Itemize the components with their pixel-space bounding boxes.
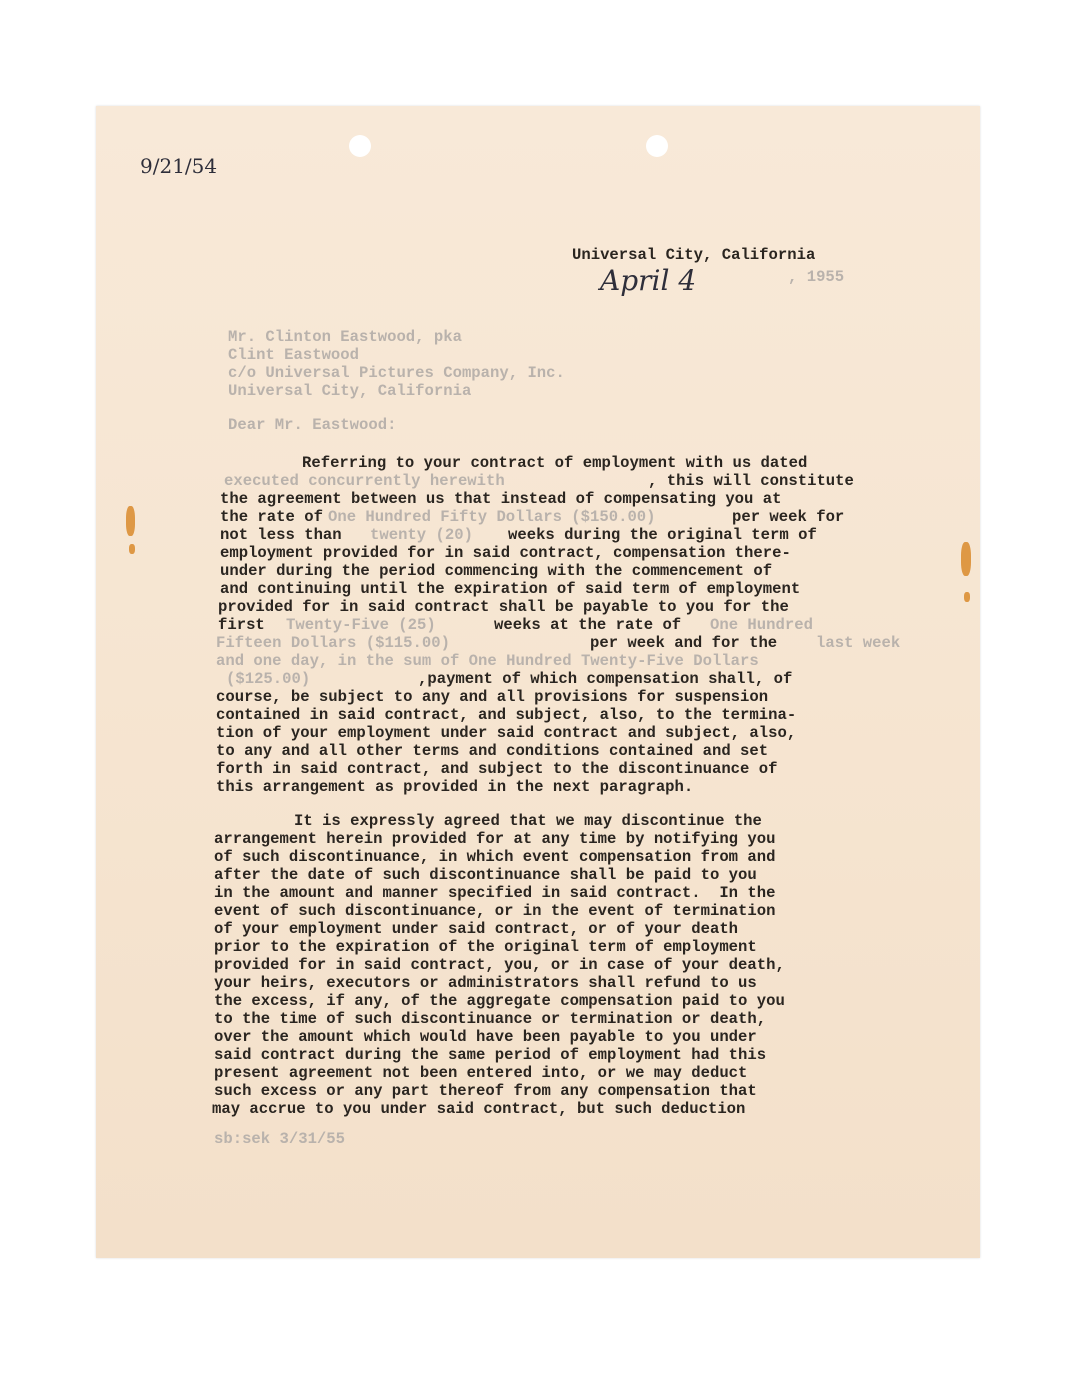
- paragraph-2-line: the excess, if any, of the aggregate compensation paid to you: [214, 992, 785, 1010]
- letter-page: [96, 106, 980, 1258]
- paragraph-1-line: employment provided for in said contract, compensation there-: [220, 544, 791, 562]
- punch-hole-left: [349, 135, 371, 157]
- paragraph-1-line: this arrangement as provided in the next paragraph.: [216, 778, 694, 796]
- paragraph-2-line: after the date of such discontinuance shall be paid to you: [214, 866, 757, 884]
- addressee-line-4: Universal City, California: [228, 382, 472, 400]
- paragraph-1-line: One Hundred Fifty Dollars ($150.00): [328, 508, 656, 526]
- addressee-line-2: Clint Eastwood: [228, 346, 360, 364]
- paragraph-1-line: contained in said contract, and subject, also, to the termina-: [216, 706, 797, 724]
- letterhead-place: Universal City, California: [572, 246, 816, 264]
- paragraph-2-line: provided for in said contract, you, or in case of your death,: [214, 956, 785, 974]
- paragraph-2-line: It is expressly agreed that we may discontinue the: [294, 812, 762, 830]
- rust-stain: [126, 506, 135, 536]
- paragraph-1-line: twenty (20): [370, 526, 473, 544]
- paragraph-1-line: not less than: [220, 526, 342, 544]
- addressee-line-1: Mr. Clinton Eastwood, pka: [228, 328, 462, 346]
- salutation: Dear Mr. Eastwood:: [228, 416, 397, 434]
- paragraph-1-line: weeks at the rate of: [494, 616, 682, 634]
- paragraph-2-line: such excess or any part thereof from any compensation that: [214, 1082, 757, 1100]
- rust-stain: [129, 544, 135, 554]
- paragraph-1-line: and one day, in the sum of One Hundred Twenty-Five Dollars: [216, 652, 759, 670]
- rust-stain: [961, 542, 971, 576]
- paragraph-2-line: over the amount which would have been payable to you under: [214, 1028, 757, 1046]
- paragraph-2-line: prior to the expiration of the original term of employment: [214, 938, 757, 956]
- footer-code: sb:sek 3/31/55: [214, 1130, 346, 1148]
- paragraph-1-line: , this will constitute: [648, 472, 854, 490]
- punch-hole-right: [646, 135, 668, 157]
- paragraph-1-line: to any and all other terms and conditions contained and set: [216, 742, 769, 760]
- paragraph-2-line: of such discontinuance, in which event compensation from and: [214, 848, 776, 866]
- rust-stain: [964, 592, 970, 602]
- addressee-line-3: c/o Universal Pictures Company, Inc.: [228, 364, 565, 382]
- paragraph-1-line: last week: [816, 634, 901, 652]
- paragraph-2-line: arrangement herein provided for at any time by notifying you: [214, 830, 776, 848]
- paragraph-2-line: said contract during the same period of employment had this: [214, 1046, 767, 1064]
- paragraph-1-line: Fifteen Dollars ($115.00): [216, 634, 450, 652]
- paragraph-1-line: the agreement between us that instead of compensating you at: [220, 490, 782, 508]
- paragraph-1-line: first: [218, 616, 265, 634]
- paragraph-1-line: ,payment of which compensation shall, of: [418, 670, 793, 688]
- paragraph-2-line: in the amount and manner specified in said contract. In the: [214, 884, 776, 902]
- paragraph-1-line: Referring to your contract of employment with us dated: [302, 454, 808, 472]
- paragraph-1-line: per week and for the: [590, 634, 778, 652]
- paragraph-1-line: executed concurrently herewith: [224, 472, 505, 490]
- paragraph-2-line: your heirs, executors or administrators shall refund to us: [214, 974, 757, 992]
- paragraph-1-line: and continuing until the expiration of said term of employment: [220, 580, 801, 598]
- paragraph-1-line: under during the period commencing with the commencement of: [220, 562, 773, 580]
- paragraph-2-line: of your employment under said contract, or of your death: [214, 920, 739, 938]
- paragraph-1-line: the rate of: [220, 508, 323, 526]
- paragraph-1-line: per week for: [732, 508, 845, 526]
- paragraph-1-line: forth in said contract, and subject to the discontinuance of: [216, 760, 778, 778]
- paragraph-2-line: to the time of such discontinuance or termination or death,: [214, 1010, 767, 1028]
- paragraph-1-line: course, be subject to any and all provisions for suspension: [216, 688, 769, 706]
- handwritten-letter-date: April 4: [600, 264, 697, 297]
- paragraph-1-line: weeks during the original term of: [508, 526, 817, 544]
- paragraph-1-line: One Hundred: [710, 616, 813, 634]
- letter-year: , 1955: [788, 268, 845, 286]
- paragraph-1-line: ($125.00): [226, 670, 311, 688]
- paragraph-2-line: may accrue to you under said contract, but such deduction: [212, 1100, 746, 1118]
- paragraph-2-line: event of such discontinuance, or in the event of termination: [214, 902, 776, 920]
- paragraph-1-line: tion of your employment under said contract and subject, also,: [216, 724, 797, 742]
- paragraph-2-line: present agreement not been entered into, or we may deduct: [214, 1064, 748, 1082]
- handwritten-date-top: 9/21/54: [140, 154, 218, 178]
- paragraph-1-line: provided for in said contract shall be payable to you for the: [218, 598, 789, 616]
- paragraph-1-line: Twenty-Five (25): [286, 616, 436, 634]
